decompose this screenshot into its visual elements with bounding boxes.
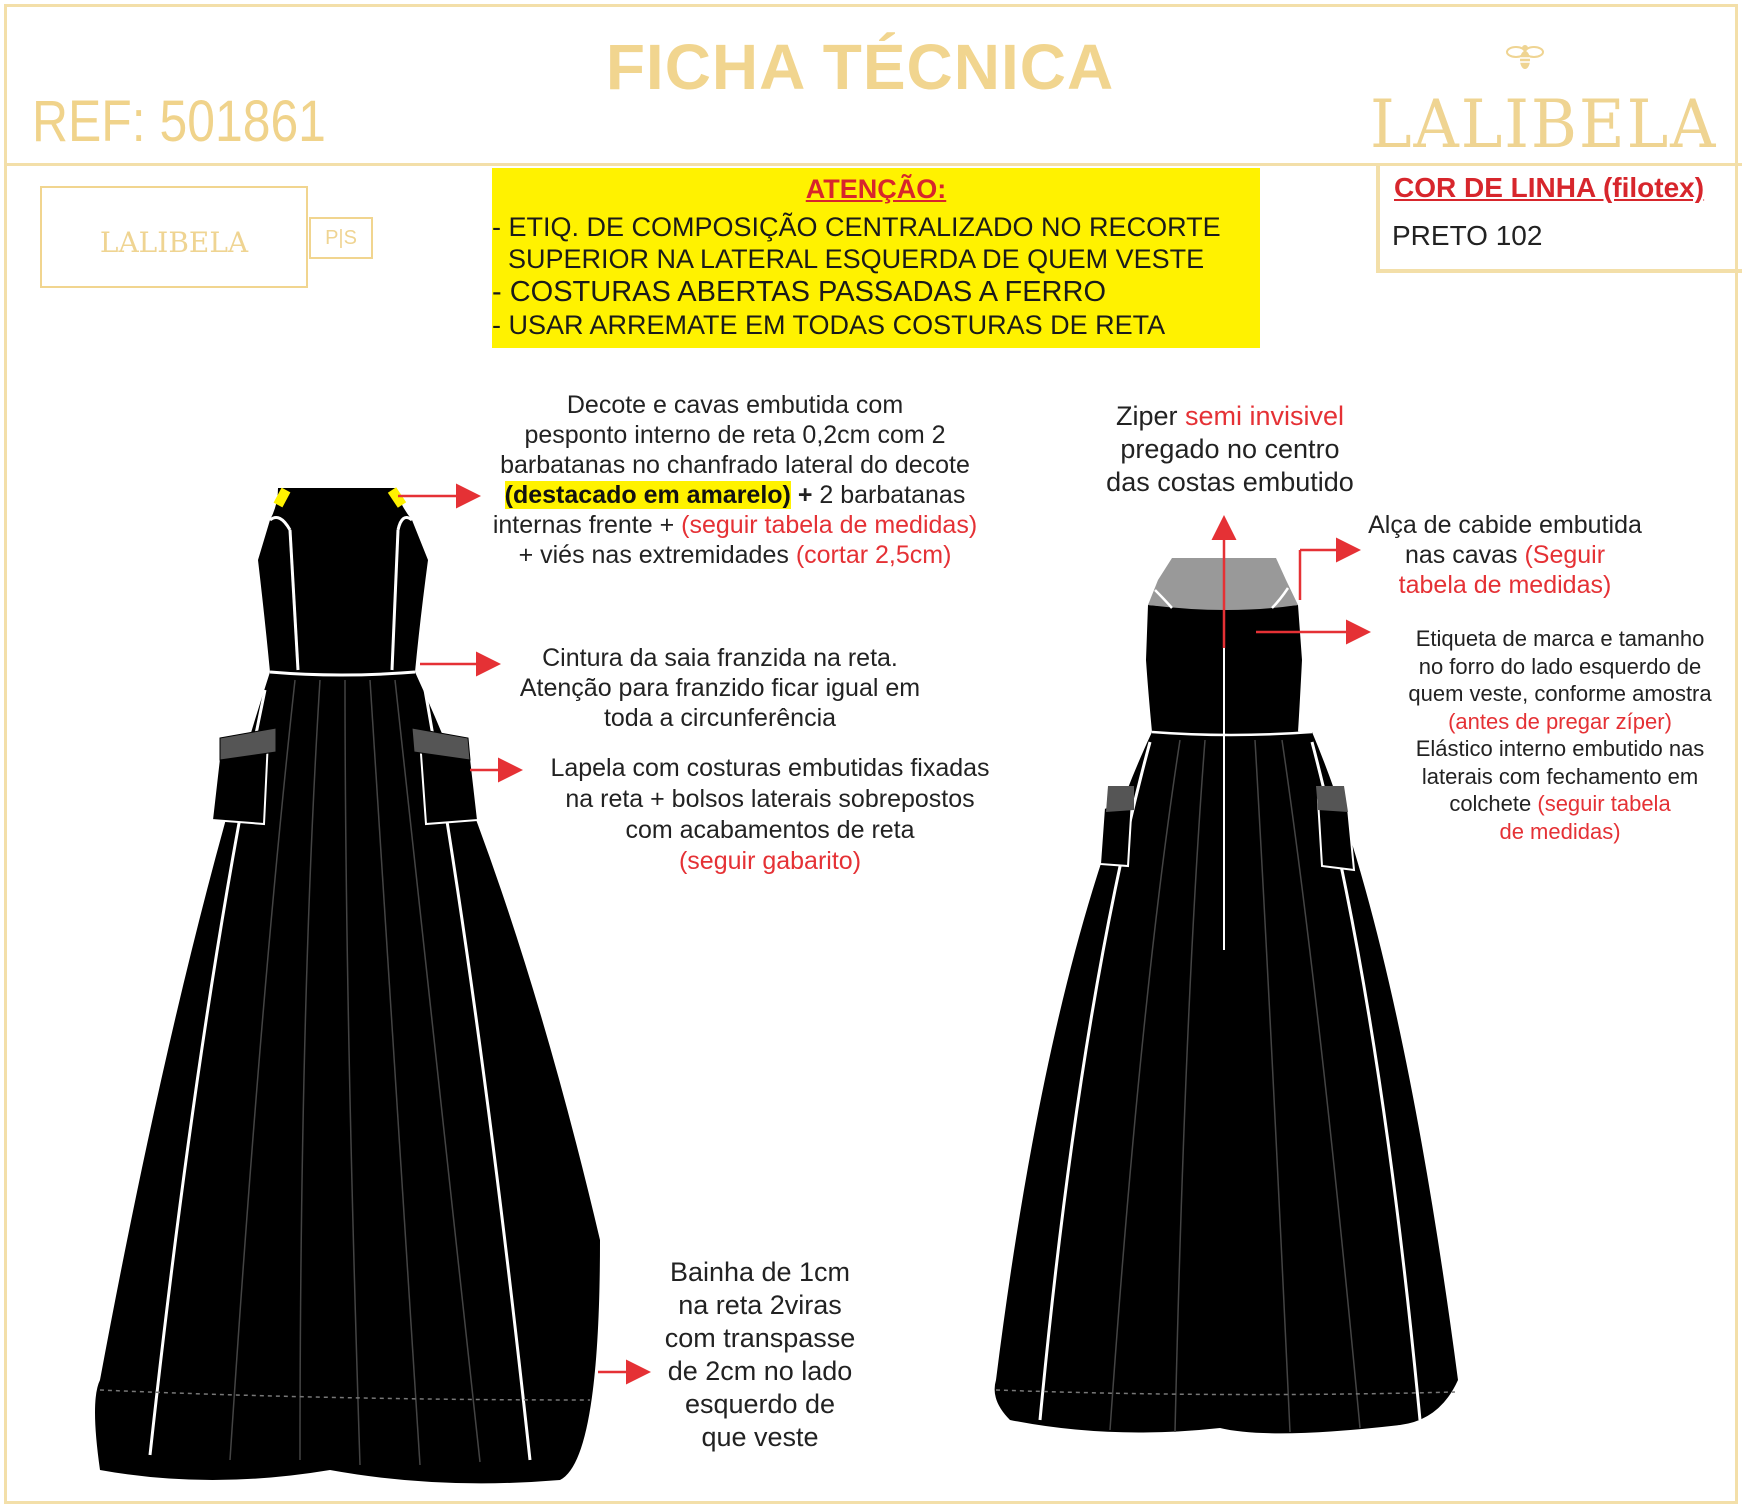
- note-line: com acabamentos de reta: [625, 816, 915, 844]
- note-line: das costas embutido: [1106, 467, 1354, 497]
- page-title: FICHA TÉCNICA: [605, 31, 1115, 103]
- size-tag: P|S: [309, 217, 373, 259]
- note-line: [1350, 540, 1660, 570]
- note-zipper: [1070, 400, 1390, 499]
- red-note: (seguir tabela de medidas): [681, 511, 978, 539]
- note-line: [470, 540, 1000, 570]
- highlight-text: (destacado em amarelo): [504, 481, 791, 509]
- note-line: Atenção para franzido ficar igual em: [519, 674, 921, 702]
- red-note: (cortar 2,5cm): [795, 541, 952, 569]
- note-line: barbatanas no chanfrado lateral do decote: [500, 451, 970, 479]
- red-note: (Seguir: [1524, 541, 1606, 569]
- note-line: com transpasse: [664, 1323, 856, 1353]
- attention-title: ATENÇÃO:: [805, 174, 947, 204]
- note-line: pesponto interno de reta 0,2cm com 2: [524, 421, 946, 449]
- note-line: na reta 2viras: [678, 1290, 842, 1320]
- note-line: pregado no centro: [1120, 434, 1340, 464]
- red-note: de medidas): [1499, 818, 1621, 844]
- note-line: Decote e cavas embutida com: [566, 391, 904, 419]
- red-note: tabela de medidas): [1398, 571, 1612, 599]
- red-note: (seguir tabela: [1537, 791, 1671, 816]
- note-line: laterais com fechamento em: [1421, 763, 1699, 789]
- red-note: (antes de pregar zíper): [1448, 708, 1672, 734]
- note-line: Etiqueta de marca e tamanho: [1415, 626, 1705, 651]
- note-line: que veste: [701, 1422, 819, 1452]
- red-note: semi invisivel: [1184, 401, 1345, 431]
- note-text: 2 barbatanas: [812, 481, 966, 509]
- red-note: (seguir gabarito): [678, 847, 862, 875]
- note-line: [1070, 400, 1390, 433]
- reference-code: REF: 501861: [32, 89, 326, 154]
- note-line: Alça de cabide embutida: [1368, 511, 1642, 539]
- note-text: Ziper: [1115, 401, 1185, 431]
- note-line: esquerdo de: [684, 1389, 836, 1419]
- attention-line: - ETIQ. DE COMPOSIÇÃO CENTRALIZADO NO RECORTE: [492, 212, 1221, 242]
- attention-line: - COSTURAS ABERTAS PASSADAS A FERRO: [492, 276, 1106, 308]
- thread-color-title: COR DE LINHA (filotex): [1394, 172, 1705, 203]
- note-text: colchete: [1449, 791, 1538, 816]
- note-line: Bainha de 1cm: [669, 1257, 851, 1287]
- attention-line: SUPERIOR NA LATERAL ESQUERDA DE QUEM VESTE: [508, 244, 1205, 274]
- note-line: Cintura da saia franzida na reta.: [542, 644, 898, 672]
- note-line: [470, 480, 1000, 510]
- note-text: nas cavas: [1404, 541, 1525, 569]
- note-brand-label: [1380, 625, 1740, 845]
- note-line: na reta + bolsos laterais sobrepostos: [565, 785, 975, 813]
- note-line: toda a circunferência: [603, 704, 837, 732]
- attention-line: - USAR ARREMATE EM TODAS COSTURAS DE RETA: [492, 310, 1166, 340]
- note-line: quem veste, conforme amostra: [1408, 681, 1712, 706]
- note-line: de 2cm no lado: [667, 1356, 853, 1386]
- note-line: [470, 510, 1000, 540]
- note-hanger-loop: [1350, 510, 1660, 600]
- note-text: internas frente +: [492, 511, 682, 539]
- note-line: Elástico interno embutido nas: [1415, 736, 1705, 761]
- note-text: + viés nas extremidades: [518, 541, 796, 569]
- front-bodice: [258, 488, 428, 675]
- note-hem: [640, 1256, 880, 1454]
- brand-wordmark: LALIBELA: [1370, 86, 1718, 163]
- note-neckline: [470, 390, 1000, 570]
- thread-color-value: PRETO 102: [1392, 220, 1543, 251]
- label-brand-text: LALIBELA: [99, 226, 249, 259]
- front-dress-illustration: [95, 488, 600, 1483]
- plus-sign: +: [797, 481, 813, 509]
- note-line: Lapela com costuras embutidas fixadas: [550, 754, 990, 782]
- note-line: [1380, 790, 1740, 818]
- note-line: no forro do lado esquerdo de: [1418, 653, 1702, 679]
- note-waist: [500, 643, 940, 733]
- note-pockets: [520, 753, 1020, 877]
